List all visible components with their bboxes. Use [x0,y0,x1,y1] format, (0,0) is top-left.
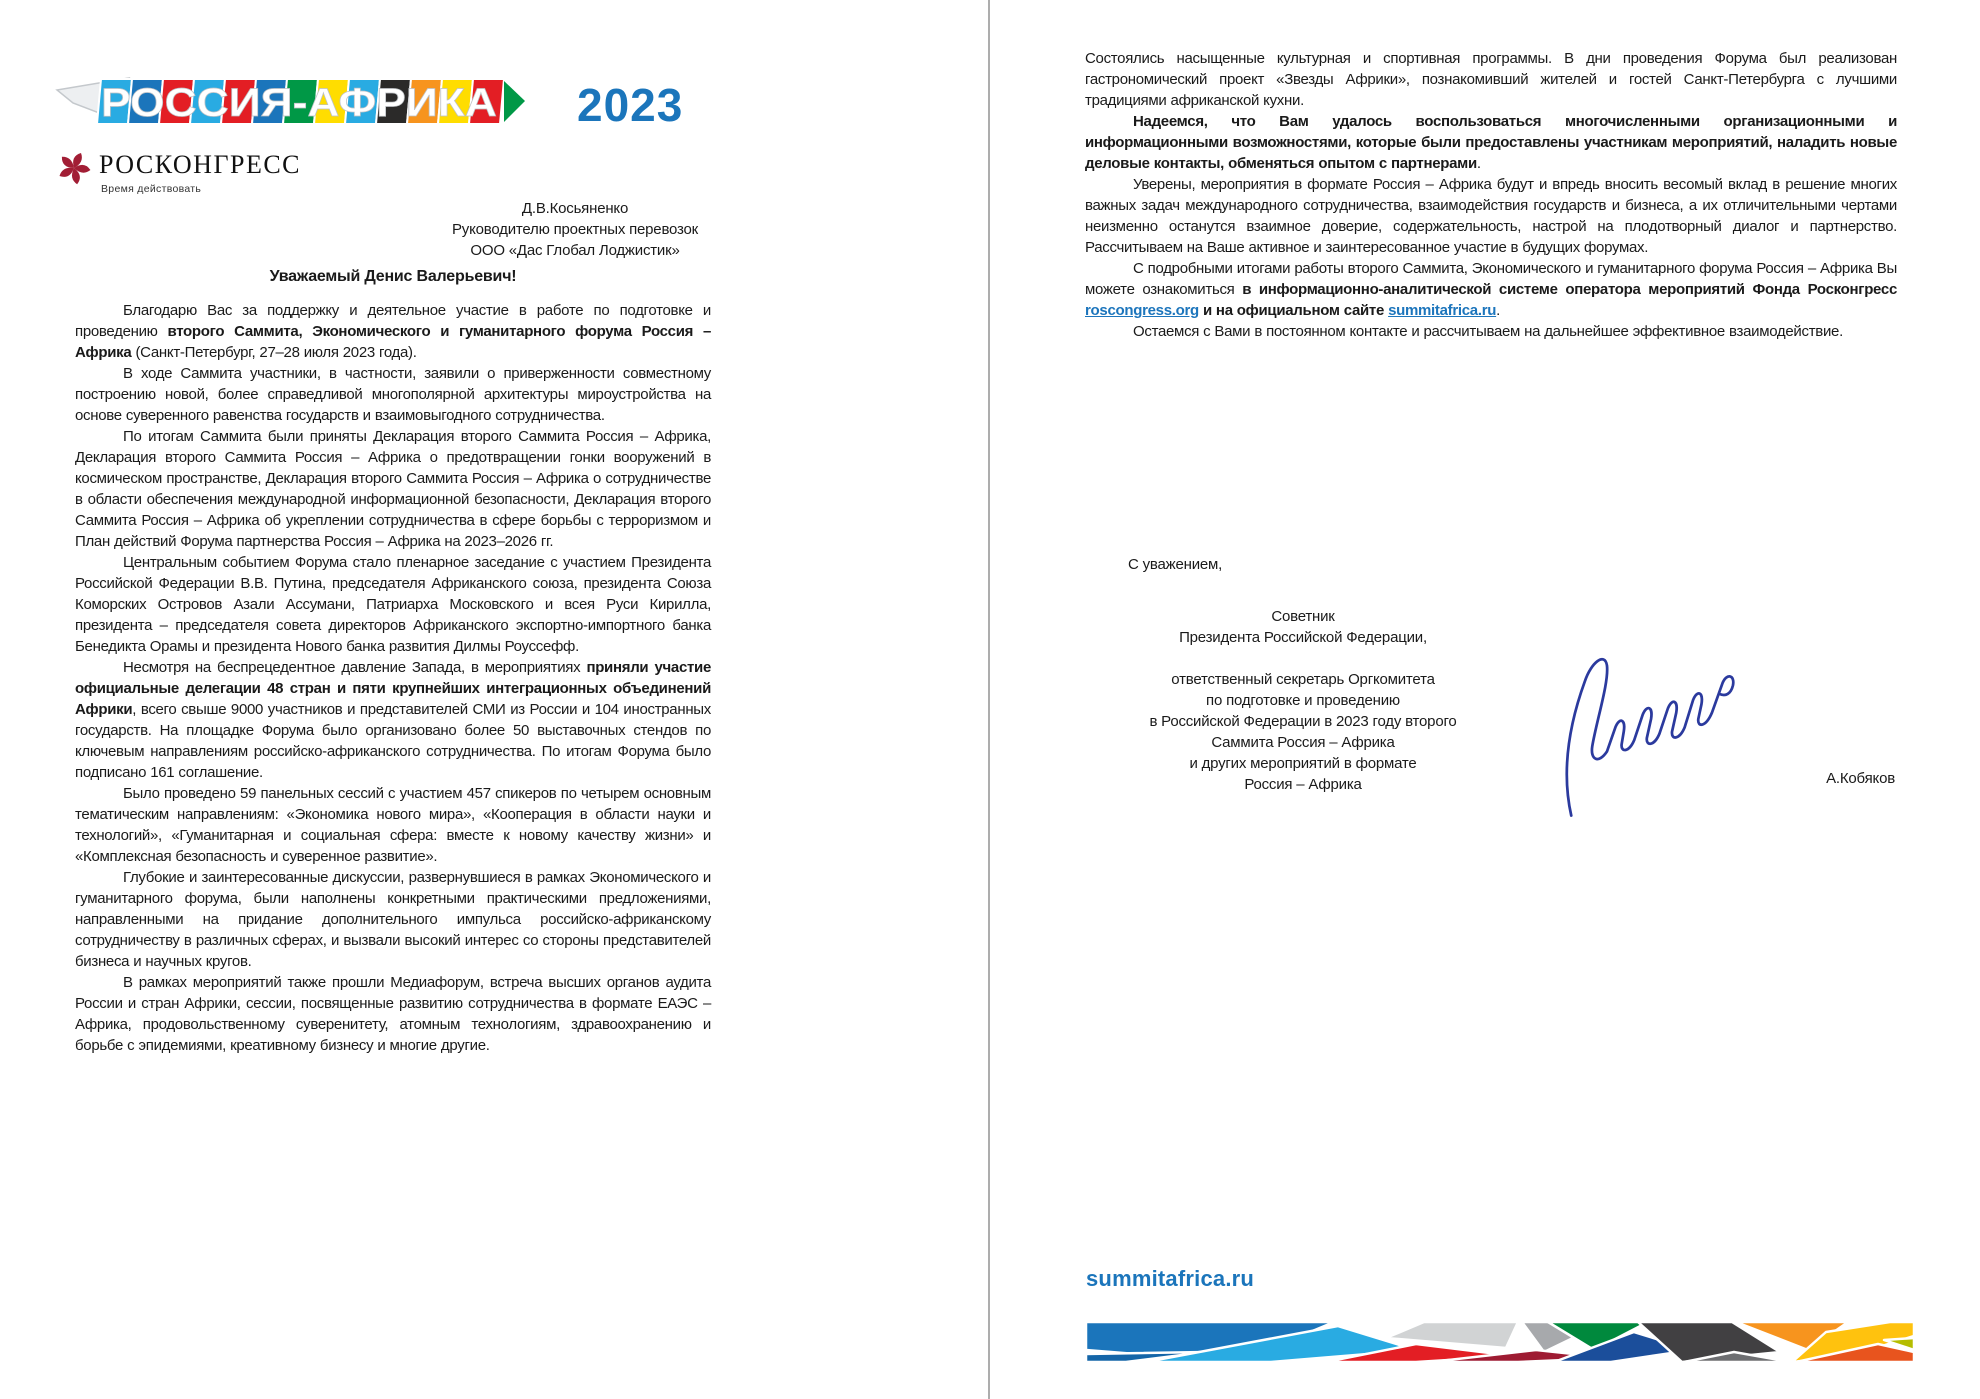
left-page-body [75,300,711,1056]
signature-title-block [1085,606,1521,795]
salutation: Уважаемый Денис Валерьевич! [269,268,517,285]
paragraph [75,657,711,783]
text-line: Россия – Африка [1244,776,1362,793]
text-run: Было проведено 59 панельных сессий с участием 457 спикеров по четырем основным тематическим направлениям: «Экономика нового мира», «Кооперация в области науки и технологий», «Гуманитарная и социальная сфера: вместе к новому качеству жизни» и «Комплексная безопасность и суверенное развитие». [75,785,711,865]
roscongress-logo [57,150,301,195]
text-run: Благодарю Вас за поддержку и деятельное участие в работе по подготовке и проведению [75,302,711,340]
text-run: и на официальном сайте [1198,302,1389,319]
text-run: в информационно-аналитической системе оператора мероприятий Фонда Росконгресс [1242,281,1897,298]
text-line: ответственный секретарь Оргкомитета [1171,671,1435,688]
signature-scribble [1545,632,1755,827]
text-run: приняли участие официальные делегации 48 стран и пяти крупнейших интеграционных объединений Африки [75,659,711,718]
paragraph [75,783,711,867]
text-run: В ходе Саммита участники, в частности, заявили о приверженности совместному построению новой, более справедливой многополярной архитектуры мироустройства на основе суверенного равенства государств и взаимовыгодного сотрудничества. [75,365,711,424]
paragraph [75,552,711,657]
paragraph [75,867,711,972]
text-line: Руководителю проектных перевозок [451,221,699,238]
russia-africa-logo [55,76,525,130]
text-run: Уверены, мероприятия в формате Россия – Африка будут и впредь вносить весомый вклад в решение многих важных задач международного сотрудничества, взаимодействия государств и бизнеса, а их отличительными чертами неизменно останутся взаимное доверие, содержательность, настрой на плодотворный диалог и партнерство. Рассчитываем на Ваше активное и заинтересованное участие в будущих форумах. [1085,176,1897,256]
right-page-body [1085,48,1897,342]
signer-name: А.Кобяков [1826,770,1895,787]
text-run: второго Саммита, Экономического и гуманитарного форума Россия – Африка [75,323,711,361]
paragraph [75,426,711,552]
paragraph [75,363,711,426]
text-line: Советник [1271,608,1335,625]
text-line: по подготовке и проведению [1206,692,1400,709]
paragraph [1085,321,1897,342]
text-run: . [1476,155,1481,172]
text-run: . [1496,302,1500,319]
text-run: (Санкт-Петербург, 27–28 июля 2023 года). [131,344,417,361]
page-divider [988,0,990,1399]
text-run: Остаемся с Вами в постоянном контакте и рассчитываем на дальнейшее эффективное взаимодействие. [1133,323,1843,340]
text-line: в Российской Федерации в 2023 году второго [1149,713,1457,730]
footer-stripe-graphic [1086,1320,1914,1362]
text-line: Д.В.Косьяненко [521,200,629,217]
footer-site-url[interactable]: summitafrica.ru [1086,1266,1255,1291]
link-summitafrica[interactable]: summitafrica.ru [1388,302,1497,319]
text-line [1085,648,1521,669]
text-run: Центральным событием Форума стало пленарное заседание с участием Президента Российской Федерации В.В. Путина, председателя Африканского союза, президента Союза Коморских Островов Азали Ассумани, Патриарха Московского и всея Руси Кирилла, президента – председателя совета директоров Африканского экспортно-импортного банка Бенедикта Орамы и президента Нового банка развития Дилмы Роуссефф. [75,554,711,655]
roscongress-name: РОСКОНГРЕСС [99,150,302,179]
text-line: Президента Российской Федерации, [1179,629,1427,646]
addressee-block [420,198,730,261]
text-run: Глубокие и заинтересованные дискуссии, развернувшиеся в рамках Экономического и гуманитарного форума, были наполнены конкретными практическими предложениями, направленными на придание дополнительного импульса российско-африканскому сотрудничеству в различных сферах, и вызвали высокий интерес со стороны представителей бизнеса и научных кругов. [75,869,711,970]
text-run: Надеемся, что Вам удалось воспользоваться многочисленными организационными и информационными возможностями, которые были предоставлены участникам мероприятий, наладить новые деловые контакты, обменяться опытом с партнерами [1085,113,1897,172]
paragraph [1085,48,1897,111]
logo-year: 2023 [577,79,684,131]
paragraph [1085,258,1897,321]
roscongress-flower-icon [57,150,91,186]
logo-text: РОССИЯ-АФРИКА [101,81,497,125]
text-line: и других мероприятий в формате [1189,755,1417,772]
text-run: Несмотря на беспрецедентное давление Запада, в мероприятиях [123,659,587,676]
text-run: В рамках мероприятий также прошли Медиафорум, встреча высших органов аудита России и стран Африки, сессии, посвященные развитию сотрудничества в формате ЕАЭС – Африка, продовольственному суверенитету, атомным технологиям, здравоохранению и борьбе с эпидемиями, креативному бизнесу и многие другие. [75,974,711,1054]
regards-line: С уважением, [1128,556,1223,573]
paragraph [75,972,711,1056]
roscongress-tagline: Время действовать [101,183,202,195]
text-run: По итогам Саммита были приняты Декларация второго Саммита Россия – Африка, Декларация второго Саммита Россия – Африка о предотвращении гонки вооружений в космическом пространстве, Декларация второго Саммита Россия – Африка о сотрудничестве в области обеспечения международной информационной безопасности, Декларация второго Саммита Россия – Африка об укреплении сотрудничества в сфере борьбы с терроризмом и План действий Форума партнерства Россия – Африка на 2023–2026 гг. [75,428,711,550]
text-run: С подробными итогами работы второго Саммита, Экономического и гуманитарного форума Россия – Африка Вы можете ознакомиться [1085,260,1897,298]
paragraph [75,300,711,363]
paragraph [1085,111,1897,174]
header-logo-row [55,76,683,132]
paragraph [1085,174,1897,258]
text-run: , всего свыше 9000 участников и представителей СМИ из России и 104 иностранных государств. На площадке Форума было организовано более 50 выставочных стендов по ключевым направлениям российско-африканского сотрудничества. По итогам Форума было подписано 161 соглашение. [75,701,711,781]
text-line: Саммита Россия – Африка [1211,734,1395,751]
logo-end-triangle [504,81,525,122]
text-line: ООО «Дас Глобал Лоджистик» [470,242,680,259]
link-roscongress[interactable]: roscongress.org [1085,302,1199,319]
text-run: Состоялись насыщенные культурная и спортивная программы. В дни проведения Форума был реализован гастрономический проект «Звезды Африки», познакомивший жителей и гостей Санкт-Петербурга с лучшими традициями африканской кухни. [1085,50,1897,109]
